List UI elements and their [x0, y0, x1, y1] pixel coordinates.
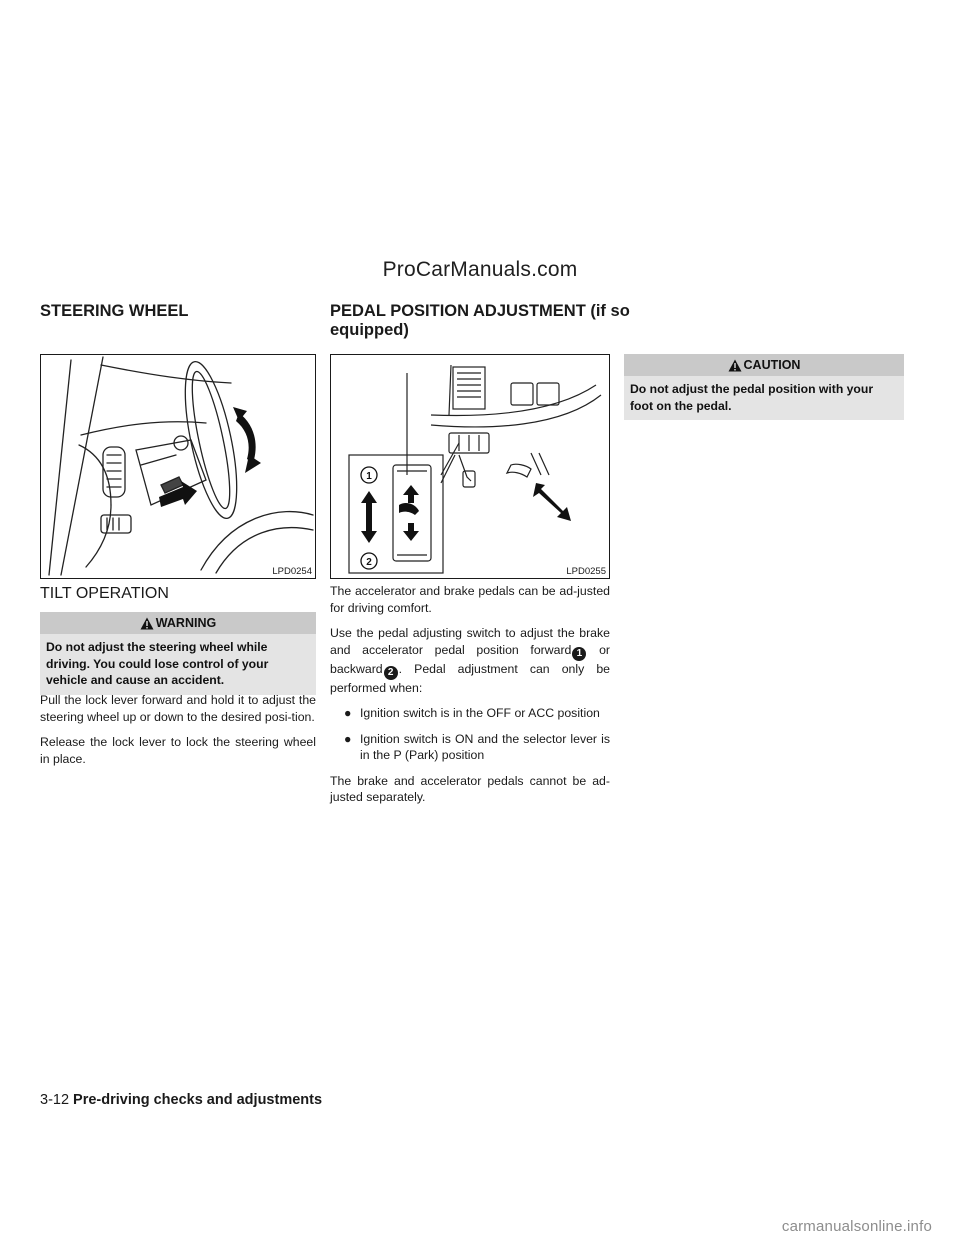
warning-text: Do not adjust the steering wheel while driving. You could lose control of your vehicle and cause an accident. [40, 634, 316, 695]
paragraph-pedals-adjusted: The accelerator and brake pedals can be ad-justed for driving comfort. [330, 584, 610, 615]
conditions-list [330, 705, 610, 764]
callout-2-badge: 2 [384, 666, 398, 680]
steering-wheel-illustration [41, 355, 316, 579]
warning-box [40, 612, 316, 695]
warning-title: WARNING [155, 616, 217, 630]
paragraph-lock-lever: Pull the lock lever forward and hold it to adjust the steering wheel up or down to the desired posi-tion. [40, 693, 316, 724]
caution-title: CAUTION [743, 358, 801, 372]
page-number: 3-12 [40, 1092, 70, 1108]
watermark-bottom: carmanualsonline.info [781, 1218, 932, 1235]
paragraph-adjusting-switch: Use the pedal adjusting switch to adjust the brake and accelerator pedal position forward 1 or backward 2 . Pedal adjustment can only be performed when: [330, 626, 610, 695]
bullet-icon: ● [344, 706, 352, 720]
callout-1-badge: 1 [572, 647, 586, 661]
list-item: ● Ignition switch is in the OFF or ACC position [344, 706, 600, 720]
caution-triangle-icon [728, 357, 742, 379]
paragraph-release-lever: Release the lock lever to lock the steering wheel in place. [40, 735, 316, 766]
caution-box [624, 354, 904, 420]
paragraph-not-separately: The brake and accelerator pedals cannot be ad-justed separately. [330, 773, 610, 804]
warning-header [40, 612, 316, 634]
col2-body [330, 583, 610, 815]
callout-1: 1 [366, 471, 372, 482]
figure-code-lpd0254: LPD0254 [272, 566, 312, 577]
figure-steering-wheel-tilt [40, 354, 316, 579]
section-heading-steering-wheel: STEERING WHEEL [40, 302, 189, 320]
figure-pedal-adjustment [330, 354, 610, 579]
list-item: ● Ignition switch is ON and the selector lever is in the P (Park) position [344, 731, 610, 762]
bullet-icon: ● [344, 731, 352, 746]
subheading-tilt-operation: TILT OPERATION [40, 585, 169, 602]
pedal-switch-illustration [331, 355, 610, 579]
section-heading-pedal-adjustment: PEDAL POSITION ADJUSTMENT (if so equipped) [330, 302, 630, 339]
figure-code-lpd0255: LPD0255 [566, 566, 606, 577]
caution-text: Do not adjust the pedal position with your foot on the pedal. [624, 376, 904, 420]
caution-header [624, 354, 904, 376]
col1-body [40, 692, 316, 776]
callout-2: 2 [366, 557, 372, 568]
watermark-top: ProCarManuals.com [382, 258, 578, 281]
warning-triangle-icon [140, 615, 154, 637]
page-footer [40, 1092, 322, 1108]
footer-section-title: Pre-driving checks and adjustments [73, 1092, 323, 1108]
